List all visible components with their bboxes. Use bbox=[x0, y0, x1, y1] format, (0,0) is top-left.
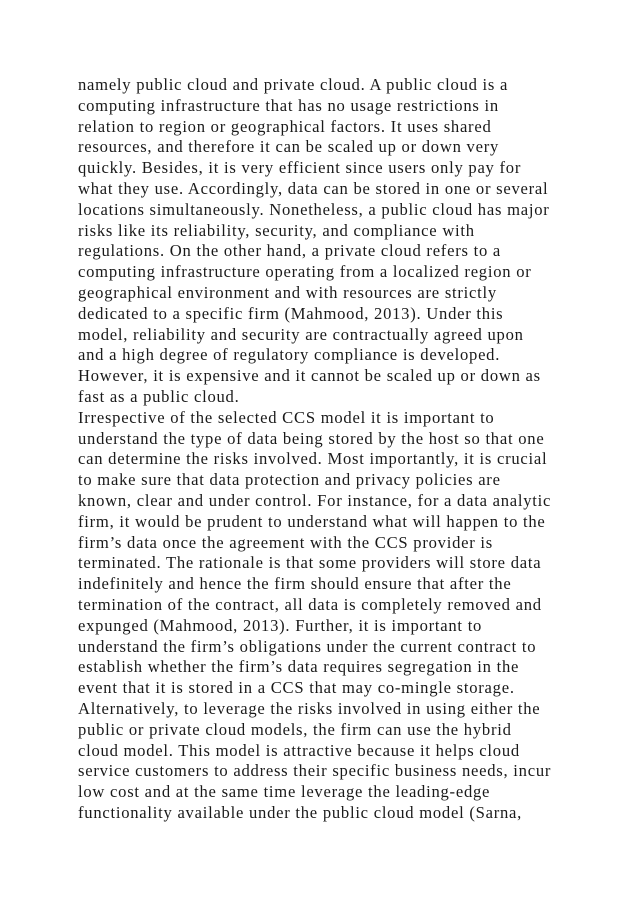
text-line: expunged (Mahmood, 2013). Further, it is important to bbox=[78, 615, 483, 635]
text-line: namely public cloud and private cloud. A public cloud is a bbox=[78, 75, 509, 94]
text-line: computing infrastructure that has no usage restrictions in bbox=[78, 95, 499, 115]
text-line: event that it is stored in a CCS that may co-mingle storage. bbox=[78, 678, 515, 698]
text-line: to make sure that data protection and privacy policies are bbox=[78, 470, 501, 490]
text-line: service customers to address their specific business needs, incur bbox=[78, 761, 552, 781]
text-line: regulations. On the other hand, a private cloud refers to a bbox=[78, 241, 502, 261]
text-line: known, clear and under control. For instance, for a data analytic bbox=[78, 490, 552, 510]
text-line: locations simultaneously. Nonetheless, a public cloud has major bbox=[78, 199, 550, 219]
text-line: termination of the contract, all data is completely removed and bbox=[78, 594, 542, 614]
text-line: understand the type of data being stored by the host so that one bbox=[78, 428, 545, 448]
text-line: and a high degree of regulatory compliance is developed. bbox=[78, 345, 501, 365]
text-line: firm’s data once the agreement with the CCS provider is bbox=[78, 532, 493, 552]
text-line: terminated. The rationale is that some providers will store data bbox=[78, 553, 542, 573]
text-line: Irrespective of the selected CCS model it is important to bbox=[78, 407, 495, 427]
text-line: resources, and therefore it can be scaled up or down very bbox=[78, 137, 500, 157]
text-line: understand the firm’s obligations under the current contract to bbox=[78, 636, 537, 656]
text-line: computing infrastructure operating from a localized region or bbox=[78, 262, 532, 282]
text-line: model, reliability and security are contractually agreed upon bbox=[78, 324, 524, 344]
text-line: risks like its reliability, security, and compliance with bbox=[78, 220, 475, 240]
text-line: geographical environment and with resources are strictly bbox=[78, 282, 497, 302]
text-line: indefinitely and hence the firm should ensure that after the bbox=[78, 574, 512, 594]
text-line: low cost and at the same time leverage the leading-edge bbox=[78, 782, 491, 802]
body-text bbox=[78, 75, 638, 824]
text-line: dedicated to a specific firm (Mahmood, 2013). Under this bbox=[78, 303, 504, 323]
text-line: cloud model. This model is attractive because it helps cloud bbox=[78, 740, 520, 760]
text-line: functionality available under the public cloud model (Sarna, bbox=[78, 802, 523, 822]
text-line: However, it is expensive and it cannot be scaled up or down as bbox=[78, 366, 541, 386]
text-line: Alternatively, to leverage the risks involved in using either the bbox=[78, 698, 541, 718]
text-line: what they use. Accordingly, data can be stored in one or several bbox=[78, 178, 549, 198]
text-line: quickly. Besides, it is very efficient since users only pay for bbox=[78, 158, 522, 178]
text-line: firm, it would be prudent to understand what will happen to the bbox=[78, 511, 546, 531]
text-line: establish whether the firm’s data requires segregation in the bbox=[78, 657, 520, 677]
text-line: fast as a public cloud. bbox=[78, 386, 240, 406]
text-line: can determine the risks involved. Most importantly, it is crucial bbox=[78, 449, 548, 469]
text-line: relation to region or geographical factors. It uses shared bbox=[78, 116, 492, 136]
text-line: public or private cloud models, the firm can use the hybrid bbox=[78, 719, 512, 739]
